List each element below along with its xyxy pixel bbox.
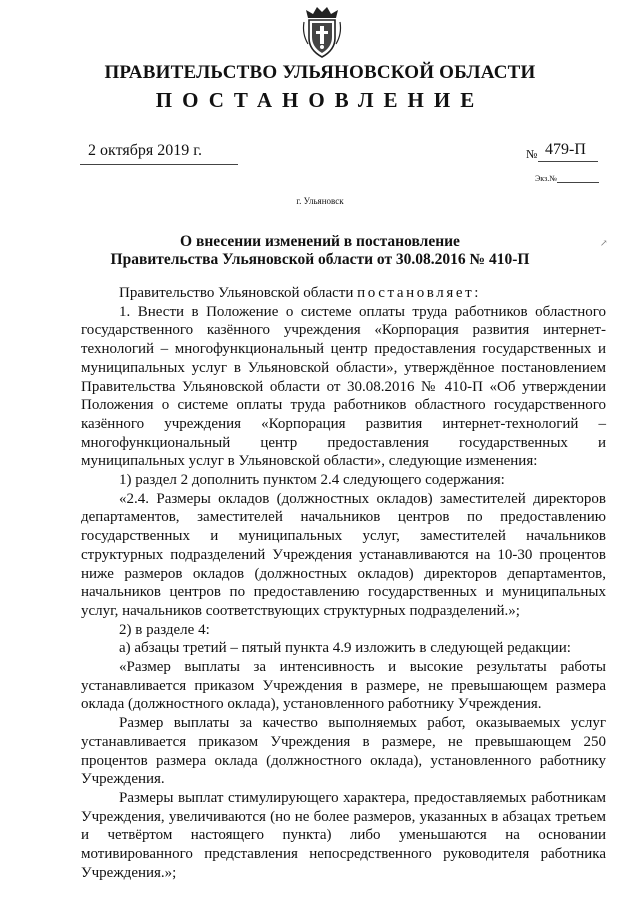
body-paragraph: 2) в разделе 4: [119,621,210,638]
body-paragraph: «2.4. Размеры окладов (должностных окладов) заместителей директоров департаментов, заместителей начальников центров по предоставлению государственных и муниципальных услуг, заместителей начальников структурных подразделений Учреждения устанавливаются на 10-30 процентов ниже размеров окладов (должностных окладов) директоров департаментов, начальников центров по предоставлению государственных и муниципальных услуг, начальников соответствующих структурных подразделений.»; [81,490,606,619]
title-line-2: Правительства Ульяновской области от 30.08.2016 № 410-П [110,251,530,268]
body-paragraph: а) абзацы третий – пятый пункта 4.9 изложить в следующей редакции: [119,640,571,657]
coat-of-arms-icon [300,4,344,60]
document-date: 2 октября 2019 г. [88,142,202,159]
copy-number-underline [557,182,599,183]
number-label: № [526,147,538,161]
number-underline [538,161,598,162]
body-paragraph: 1) раздел 2 дополнить пунктом 2.4 следующего содержания: [119,472,505,489]
intro-resolves: постановляет: [357,285,482,301]
intro-prefix: Правительство Ульяновской области [119,285,354,301]
organization-name: ПРАВИТЕЛЬСТВО УЛЬЯНОВСКОЙ ОБЛАСТИ [104,62,536,83]
document-type: ПОСТАНОВЛЕНИЕ [155,88,485,112]
copy-number-label: Экз.№ [535,174,557,183]
date-underline [80,164,238,165]
document-title [0,233,640,269]
intro-paragraph [81,284,606,303]
document-body [81,284,606,883]
body-paragraph: Размер выплаты за качество выполняемых работ, оказываемых услуг устанавливается приказом Учреждения в размере, не превышающем 250 процентов размера оклада (должностного оклада), установленного работнику Учреждения. [81,715,606,788]
body-paragraph: «Размер выплаты за интенсивность и высокие результаты работы устанавливается приказом Учреждения в размере, не превышающем размера оклада (должностного оклада), установленного работнику Учреждения. [81,659,606,713]
city: г. Ульяновск [296,196,344,206]
title-line-1: О внесении изменений в постановление [180,233,460,250]
body-paragraph: 1. Внести в Положение о системе оплаты труда работников областного государственного казённого учреждения «Корпорация развития интернет-технологий – многофункциональный центр предоставления государственных и муниципальных услуг в Ульяновской области», утверждённое постановлением Правительства Ульяновской области от 30.08.2016 № 410-П «Об утверждении Положения о системе оплаты труда работников областного государственного казённого учреждения «Корпорация развития интернет-технологий – многофункциональный центр предоставления государственных и муниципальных услуг в Ульяновской области», следующие изменения: [81,303,606,470]
margin-mark-icon: ↗ [600,238,608,248]
body-paragraph: Размеры выплат стимулирующего характера, предоставляемых работникам Учреждения, увеличиваются (но не более размеров, указанных в абзацах третьем и четвёртом настоящего пункта) либо уменьшаются на основании мотивированного представления непосредственного руководителя работника Учреждения.»; [81,789,606,881]
document-number: 479-П [545,141,586,158]
